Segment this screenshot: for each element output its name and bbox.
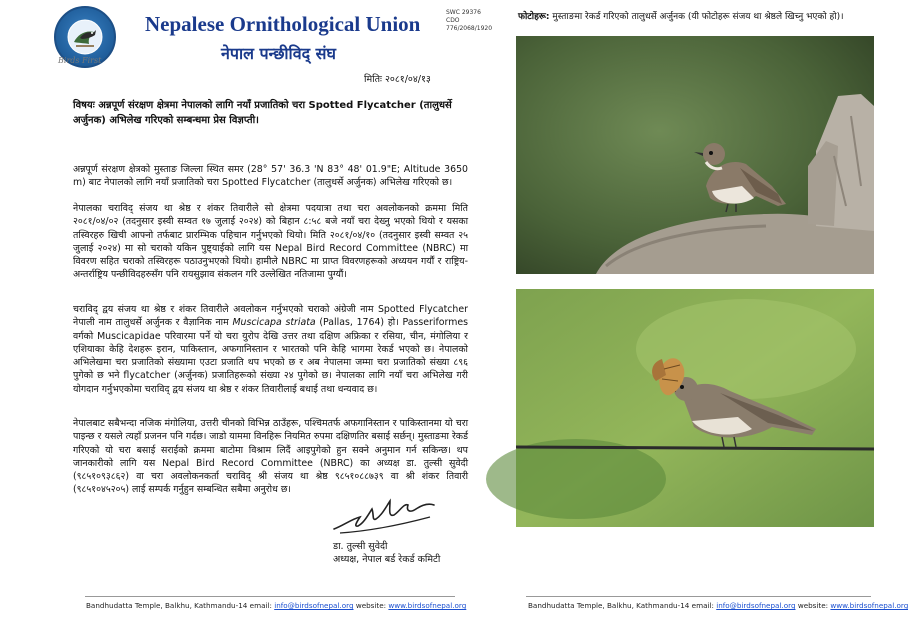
footer-address: Bandhudatta Temple, Balkhu, Kathmandu-14 (86, 601, 248, 610)
logo-motto: Birds First (58, 56, 102, 65)
footer-website-label: website: (355, 601, 387, 610)
photo-flycatcher-on-wire (516, 289, 874, 527)
footer-website-link[interactable]: www.birdsofnepal.org (388, 601, 467, 610)
species-text-b: (Pallas, 1764) हो। Passeriformes वर्गको Muscicapidae परिवारमा पर्ने यो चरा युरोप देखि उत्तर तथा दक्षिण अफ्रिका र रसिया, चीन, मंगोलिया र एशियाका केहि देशहरू इरान, पाकिस्तान, अफगानिस्तान र भारतको पनि केहि भागमा रेकर्ड भएको छ। नेपालको अभिलेखमा चरा प्रजातिको संख्यामा एउटा प्रजाति थप भएको छ र अब नेपालमा जम्मा चरा प्रजातिको संख्या ८९६ पुगेको छ भने flycatcher (अर्जुनक) प्रजातिहरूको संख्या २४ पुगेको छ। नेपालका लागि नयाँ चरा अभिलेख गरी योगदान गर्नुभएकोमा चराविद् द्वय संजय था श्रेष्ठ र शंकर तिवारीलाई बधाई तथा धन्यवाद छ। (73, 317, 468, 395)
registration-swc: SWC 29376 (446, 9, 481, 16)
photo-caption-text: मुस्ताङमा रेकर्ड गरिएको तालुधर्से अर्जुनक (यी फोटोहरू संजय था श्रेष्ठले खिच्नु भएको हो)। (552, 12, 844, 22)
paragraph-observation: नेपालका चराविद् संजय था श्रेष्ठ र शंकर तिवारीले सो क्षेत्रमा पदयात्रा तथा चरा अवलोकनको क्रममा मिति २०८१/०४/०२ (तदनुसार इस्वी सम्वत १७ जुलाई २०२४) को बिहान ८:५८ बजे नयाँ चरा देख्नु भएको थियो र यसका तस्विरहरु खिची आफ्नो तर्फबाट प्रारम्भिक पहिचान गर्नुभएको थियो। मिति २०८१/०४/१० (तदनुसार इस्वी सम्वत २५ जुलाई २०२४) मा सो चराको यकिन पुष्ट्याईको लागि यस Nepal Bird Record Committee (NBRC) मा विवरण सहित चराको तस्विरहरू पठाउनुभएको थियो। हामीले NBRC मा प्राप्त विवरणहरूको अध्ययन गर्यौं र राष्ट्रिय-अन्तर्राष्ट्रिय पन्छीविदहरुसँग पनि रायसुझाव संकलन गरि उल्लेखित नतिजामा पुग्यौं। (73, 203, 468, 281)
paragraph-location: अन्नपूर्ण संरक्षण क्षेत्रको मुस्ताङ जिल्ला स्थित समर (28° 57' 36.3 'N 83° 48' 01.9"E; Altitude 3650 m) बाट नेपालको लागि नयाँ प्रजातिको चरा Spotted Flycatcher (तालुधर्से अर्जुनक) अभिलेख गरिएको छ। (73, 164, 468, 189)
signer-name: डा. तुल्सी सुवेदी (333, 541, 388, 552)
photo-flycatcher-on-rock (516, 36, 874, 274)
letter-subject: विषयः अन्नपूर्ण संरक्षण क्षेत्रमा नेपालको लागि नयाँ प्रजातिको चरा Spotted Flycatcher (तालुधर्से अर्जुनक) अभिलेख गरिएको सम्बन्धमा प्रेस विज्ञप्ती। (73, 100, 452, 126)
org-name-nepali: नेपाल पन्छीविद् संघ (221, 44, 336, 63)
signature (330, 495, 450, 541)
photo-caption (518, 9, 844, 22)
footer-divider (85, 596, 455, 597)
photos-page (500, 0, 908, 621)
scientific-name: Muscicapa striata (232, 317, 316, 329)
org-name-english: Nepalese Ornithological Union (145, 12, 421, 36)
footer-email-link[interactable]: info@birdsofnepal.org (274, 601, 354, 610)
registration-cdo: CDO 776/2068/1920 (446, 17, 493, 32)
footer-website-label: website: (797, 601, 829, 610)
photo-caption-label: फोटोहरू: (518, 12, 550, 22)
footer-contact-right (528, 601, 908, 610)
footer-email-link[interactable]: info@birdsofnepal.org (716, 601, 796, 610)
footer-divider-right (526, 596, 871, 597)
footer-email-label: email: (249, 601, 272, 610)
footer-website-link[interactable]: www.birdsofnepal.org (830, 601, 908, 610)
letter-date: मितिः २०८१/०४/१३ (364, 74, 431, 85)
paragraph-distribution-contact: नेपालबाट सबैभन्दा नजिक मंगोलिया, उत्तरी चीनको विभिन्न ठाउँहरू, पश्चिमतर्फ अफगानिस्तान र पाकिस्तानमा यो चरा पाइन्छ र यसले त्यहाँ प्रजनन पनि गर्दछ। जाडो याममा विनहिरू नियमित रुपमा दक्षिणतिर बसाई सर्छन्। मुस्ताङमा रेकर्ड गरिएको यो चरा बसाई सराईको क्रममा बाटोमा विश्राम लिदैं आइपुगेको हुन सक्ने अनुमान गर्न सकिन्छ। थप जानकारीको लागि यस Nepal Bird Record Committee (NBRC) का अध्यक्ष डा. तुल्सी सुवेदी (९८५१०९३८६२) वा चरा अवलोकनकर्ता चराविद् श्री संजय था श्रेष्ठ ९८५१०८८७३९ वा श्री शंकर तिवारी (९८५१०४५२०५) लाई सम्पर्क गर्नुहुन सम्बन्धित सबैमा अनुरोध छ। (73, 418, 468, 496)
signer-block (333, 540, 440, 566)
paragraph-species-info (73, 303, 468, 396)
footer-contact (86, 601, 466, 610)
registration-info (446, 9, 500, 33)
footer-email-label: email: (691, 601, 714, 610)
species-text-a: चराविद् द्वय संजय था श्रेष्ठ र शंकर तिवारीले अवलोकन गर्नुभएको चराको अंग्रेजी नाम Spotted Flycatcher नेपाली नाम तालुधर्से अर्जुनक र वैज्ञानिक नाम (73, 304, 468, 329)
signer-title: अध्यक्ष, नेपाल बर्ड रेकर्ड कमिटी (333, 554, 441, 565)
footer-address: Bandhudatta Temple, Balkhu, Kathmandu-14 (528, 601, 690, 610)
